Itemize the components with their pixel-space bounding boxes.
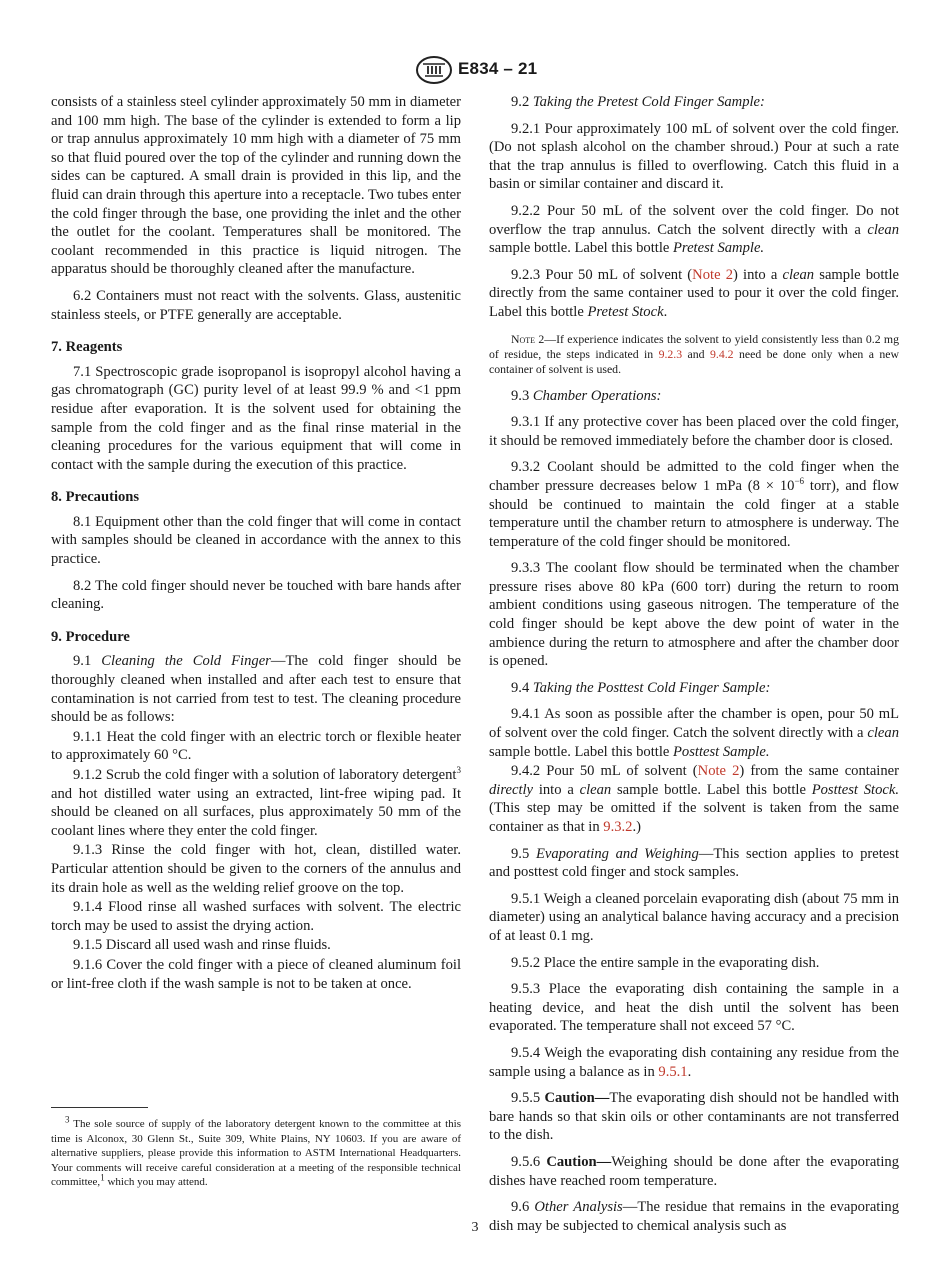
ref-9-4-2-link[interactable]: 9.4.2 xyxy=(709,346,734,361)
paragraph-9-1-4: 9.1.4 Flood rinse all washed surfaces with solvent. The electric torch may be used to assist the drying action. xyxy=(51,899,461,934)
paragraph-8-2: 8.2 The cold finger should never be touched with bare hands after cleaning. xyxy=(51,577,461,613)
section-7-heading: 7. Reagents xyxy=(51,339,123,356)
paragraph-9-1: 9.1 Cleaning the Cold Finger—The cold finger should be thoroughly cleaned when installed and after each test to ensure that contamination is not carried from test to test. The cleaning procedure should be as follows: xyxy=(51,653,461,726)
ref-9-5-1-link[interactable]: 9.5.1 xyxy=(658,1063,688,1080)
left-column xyxy=(51,93,461,994)
astm-logo-icon xyxy=(414,55,454,85)
standard-designation: E834 – 21 xyxy=(458,59,538,78)
paragraph-9-1-3: 9.1.3 Rinse the cold finger with hot, clean, distilled water. Particular attention should be given to the corners of the annulus and its drain hole as well as the welding relief groove on the top. xyxy=(51,842,461,896)
paragraph-9-2-1: 9.2.1 Pour approximately 100 mL of solvent over the cold finger. (Do not splash alcohol on the chamber shroud.) Pour at such a rate that the trap annulus is filled to overflowing. Catch this fluid in a basin or similar container and discard it. xyxy=(489,120,899,193)
ref-9-3-2-link[interactable]: 9.3.2 xyxy=(603,819,633,835)
footnote-divider xyxy=(51,1107,148,1108)
paragraph-6-1-continued: consists of a stainless steel cylinder approximately 50 mm in diameter and 100 mm high. The base of the cylinder is extended to form a lip or trap annulus approximately 10 mm high with a diameter of 75 mm so that fluid poured over the top of the cylinder and running down the sides can be captured. A small drain is provided in this lip, and the fluid can drain through this aperture into a receptacle. Two tubes enter the cold finger through the base, one providing the inlet and the other the outlet for the coolant. Temperatures shall be monitored. The coolant recommended in this practice is liquid nitrogen. The apparatus should be thoroughly cleaned after the manufacture. xyxy=(51,94,461,278)
paragraph-9-2: 9.2 Taking the Pretest Cold Finger Sample: xyxy=(511,94,765,110)
note-2: Note 2—If experience indicates the solvent to yield consistently less than 0.2 mg of residue, the steps indicated in 9.2.3 and 9.4.2 need be done only when a new container of solvent is used. xyxy=(489,331,899,376)
paragraph-9-5: 9.5 Evaporating and Weighing—This section applies to pretest and posttest cold finger and stock samples. xyxy=(489,845,900,881)
paragraph-9-3-2: 9.3.2 Coolant should be admitted to the cold finger when the chamber pressure decreases below 1 mPa ($8 \times 10^{-6}$ torr), and flow should be continued to maintain the cold finger at a stable temperature until the chamber return to atmosphere is underway. The temperature of the cold finger should be monitored. xyxy=(489,459,899,550)
paragraph-9-4: 9.4 Taking the Posttest Cold Finger Sample: xyxy=(511,679,771,696)
section-9-heading: 9. Procedure xyxy=(51,628,130,645)
footnote-3: $^3$ The sole source of supply of the laboratory detergent known to the committee at this time is Alconox, 30 Glenn St., Suite 309, White Plains, NY 10603. If you are aware of alternative suppliers, please provide this information to ASTM International Headquarters. Your comments will receive careful consideration at a meeting of the responsible technical committee,$^1$ which you may attend. xyxy=(51,1114,461,1188)
footnote-ref[interactable]: 3 xyxy=(456,765,461,776)
note-2-link[interactable]: Note 2 xyxy=(692,266,733,283)
paragraph-9-5-1: 9.5.1 Weigh a cleaned porcelain evaporating dish (about 75 mm in diameter) using an analytical balance having accuracy and a precision of at least 0.1 mg. xyxy=(489,890,899,944)
paragraph-9-2-2: 9.2.2 Pour 50 mL of the solvent over the cold finger. Do not overflow the trap annulus. Catch the solvent directly with a clean sample bottle. Label this bottle Pretest Sample. xyxy=(489,202,899,257)
paragraph-9-3: 9.3 Chamber Operations: xyxy=(511,387,662,404)
paragraph-7-1: 7.1 Spectroscopic grade isopropanol is isopropyl alcohol having a gas chromatograph (GC) purity level of at least 99.9 % and <1 ppm residue after evaporation. It is the solvent used for obtaining the sample from the cold finger and as the final rinse material in the cleaning procedures for the various equipment that will come in contact with the sample during the execution of this practice. xyxy=(51,363,461,473)
paragraph-9-6: 9.6 Other Analysis—The residue that remains in the evaporating dish may be subjected to chemical analysis such as xyxy=(489,1199,899,1234)
right-column xyxy=(489,93,899,1243)
section-8-heading: 8. Precautions xyxy=(51,489,140,506)
ref-9-2-3-link[interactable]: 9.2.3 xyxy=(658,346,683,361)
paragraph-9-4-2: 9.4.2 Pour 50 mL of solvent (Note 2) from the same container directly into a clean sample bottle. Label this bottle Posttest Stock. (This step may be omitted if the solvent is taken from the same container as that in 9.3.2.) xyxy=(489,763,899,835)
page-number: 3 xyxy=(471,1220,479,1235)
paragraph-9-3-3: 9.3.3 The coolant flow should be terminated when the chamber pressure rises above 80 kPa (600 torr) during the return to room ambient conditions using gaseous nitrogen. The temperature of the cold finger should be kept above the dew point of water in the ambience during the return to atmosphere and after the chamber door is opened. xyxy=(489,560,899,670)
paragraph-9-5-2: 9.5.2 Place the entire sample in the evaporating dish. xyxy=(511,954,820,971)
paragraph-6-2: 6.2 Containers must not react with the solvents. Glass, austenitic stainless steels, or PTFE generally are acceptable. xyxy=(51,287,461,323)
paragraph-9-5-6: 9.5.6 Caution—Weighing should be done after the evaporating dishes have reached room temperature. xyxy=(489,1153,899,1189)
note-2-link[interactable]: Note 2 xyxy=(697,763,740,780)
paragraph-9-5-4: 9.5.4 Weigh the evaporating dish containing any residue from the sample using a balance as in 9.5.1. xyxy=(489,1044,899,1080)
paragraph-9-1-2: 9.1.2 Scrub the cold finger with a solution of laboratory detergent$^3$ and hot distilled water using an extracted, lint-free wiping pad. It should be cleaned on all surfaces, plus approximately 50 mm of the coolant lines where they enter the cold finger. xyxy=(51,765,461,839)
paragraph-9-1-6: 9.1.6 Cover the cold finger with a piece of cleaned aluminum foil or lint-free cloth if the wash sample is not to be taken at once. xyxy=(51,956,461,992)
paragraph-9-4-1: 9.4.1 As soon as possible after the chamber is open, pour 50 mL of solvent over the cold finger. Catch the solvent directly with a clean sample bottle. Label this bottle Posttest Sample. xyxy=(489,706,899,760)
paragraph-8-1: 8.1 Equipment other than the cold finger that will come in contact with samples should be cleaned in accordance with the annex to this practice. xyxy=(51,513,461,568)
paragraph-9-5-3: 9.5.3 Place the evaporating dish containing the sample in a heating device, and heat the dish until the solvent has been evaporated. The temperature shall not exceed 57 °C. xyxy=(489,981,899,1035)
paragraph-9-3-1: 9.3.1 If any protective cover has been placed over the cold finger, it should be removed immediately before the chamber door is closed. xyxy=(489,414,899,449)
paragraph-9-1-5: 9.1.5 Discard all used wash and rinse fluids. xyxy=(73,937,331,954)
paragraph-9-1-1: 9.1.1 Heat the cold finger with an electric torch or flexible heater to approximately 60 °C. xyxy=(51,728,461,764)
paragraph-9-5-5: 9.5.5 Caution—The evaporating dish should not be handled with bare hands so that skin oils or other contaminants are not transferred to the dish. xyxy=(489,1090,899,1144)
paragraph-9-2-3: 9.2.3 Pour 50 mL of solvent (Note 2) into a clean sample bottle directly from the same container used to pour it over the cold finger. Label this bottle Pretest Stock. xyxy=(489,266,899,320)
page-header xyxy=(0,55,950,89)
